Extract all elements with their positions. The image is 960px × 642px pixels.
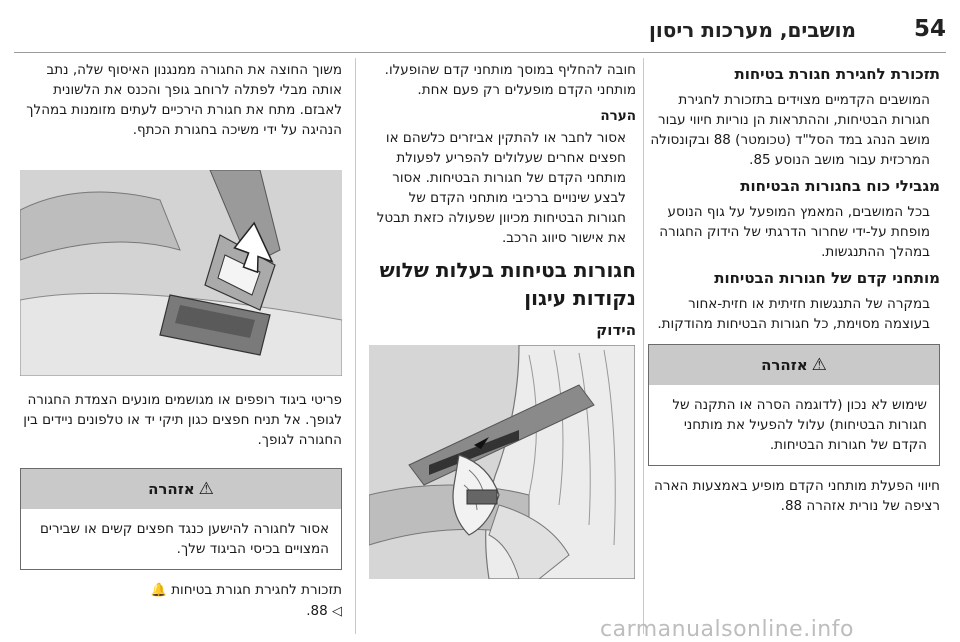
belt-fastening-illustration (369, 345, 635, 579)
pretensioner-indicator-text: חיווי הפעלת מותחני הקדם מופיע באמצעות הארה רציפה של נורית אזהרה 88. (654, 478, 940, 514)
warning-box (20, 468, 342, 570)
warning-text: שימוש לא נכון (לדוגמה הסרה או התקנה של חגורות הבטיחות) עלול להפעיל את מותחני הקדם של חגורות הבטיחות. (672, 397, 927, 453)
subsection-title-fastening: הידוק (596, 321, 636, 339)
belt-reminder-text: המושבים הקדמיים מצוידים בתזכורת לחגירת חגורות הבטיחות, וההתראות הן נוריות חיווי עבור מושב הנהג במד הסל"ד (טכומטר) 88 ובקונסולה המרכזית עבור מושב הנוסע 85. (650, 92, 930, 168)
buckle-illustration (20, 170, 342, 376)
warning-box (648, 344, 940, 466)
right-column (648, 60, 940, 522)
page-number: 54 (913, 16, 946, 42)
warning-header (21, 469, 341, 509)
page-title: מושבים, מערכות ריסון (649, 18, 856, 42)
pretensioners-text: במקרה של התנגשות חזיתית או חזית-אחור בעוצמה מסוימת, כל חגורות הבטיחות מהודקות. (657, 296, 930, 332)
warning-triangle-icon: ⚠ (198, 479, 214, 499)
reference-arrow-icon: ◁ (332, 604, 342, 619)
warning-label: אזהרה (148, 480, 195, 498)
seatbelt-icon: 🔔 (150, 583, 167, 598)
page-header (14, 12, 946, 53)
pretensioner-replacement-text: חובה להחליף במוסך מותחני קדם שהופעלו. מותחני הקדם מופעלים רק פעם אחת. (384, 62, 636, 98)
reference-page-number[interactable]: 88 (310, 603, 328, 619)
note-text: אסור לחבר או להתקין אביזרים כלשהם או חפצים אחרים שעלולים להפריע לפעולת מותחני הקדם של חגורות הבטיחות. אסור לבצע שינויים ברכיבי מותחני הקדם של חגורות הבטיחות מכיוון שפעולה כזאת תבטל את אישור סיווג הרכב. (376, 130, 626, 246)
left-column-lower (20, 390, 342, 628)
force-limiters-text: בכל המושבים, המאמץ המופעל על גוף הנוסע מופחת על-ידי שחרור הדרגתי של הידוק החגורה במהלך ההתנגשות. (659, 204, 930, 260)
warning-triangle-icon: ⚠ (811, 355, 827, 375)
warning-label: אזהרה (761, 356, 808, 374)
column-divider (643, 58, 644, 634)
section-title-force-limiters: מגבילי כוח בחגורות הבטיחות (740, 177, 940, 195)
belt-reminder-reference-text: תזכורת לחגירת חגורת בטיחות (171, 582, 342, 598)
warning-text: אסור לחגורה להישען כנגד חפצים קשים או שבירים המצויים בכיסי הביגוד שלך. (39, 521, 329, 557)
belt-routing-text: משוך החוצה את החגורה ממנגנון האיסוף שלה, נתב אותה מבלי לפתלה לרוחב גופך והכנס את הלשונית לאבזם. מתח את חגורת הירכיים לעתים מזומנות במהלך הנהיגה על ידי משיכה בחגורת הכתף. (26, 62, 342, 138)
warning-header (649, 345, 939, 385)
section-title-pretensioners: מותחני קדם של חגורות הבטיחות (714, 269, 940, 287)
note-title: הערה (600, 108, 636, 124)
column-divider (355, 58, 356, 634)
belt-reminder-reference: תזכורת לחגירת חגורת בטיחות 🔔 ◁ 88. (150, 582, 342, 619)
middle-column (368, 60, 636, 346)
left-column (20, 60, 342, 146)
section-title-belt-reminder: תזכורת לחגירת חגורת בטיחות (734, 65, 940, 83)
clothing-warning-text: פריטי ביגוד רופפים או מגושמים מונעים הצמדת החגורה לגופך. אל תניח חפצים כגון תיקי יד או טלפונים ניידים בין החגורה לגופך. (23, 392, 342, 448)
watermark: carmanualsonline.info (600, 617, 854, 642)
section-title-three-point-belts: חגורות בטיחות בעלות שלוש נקודות עיגון (379, 258, 636, 310)
